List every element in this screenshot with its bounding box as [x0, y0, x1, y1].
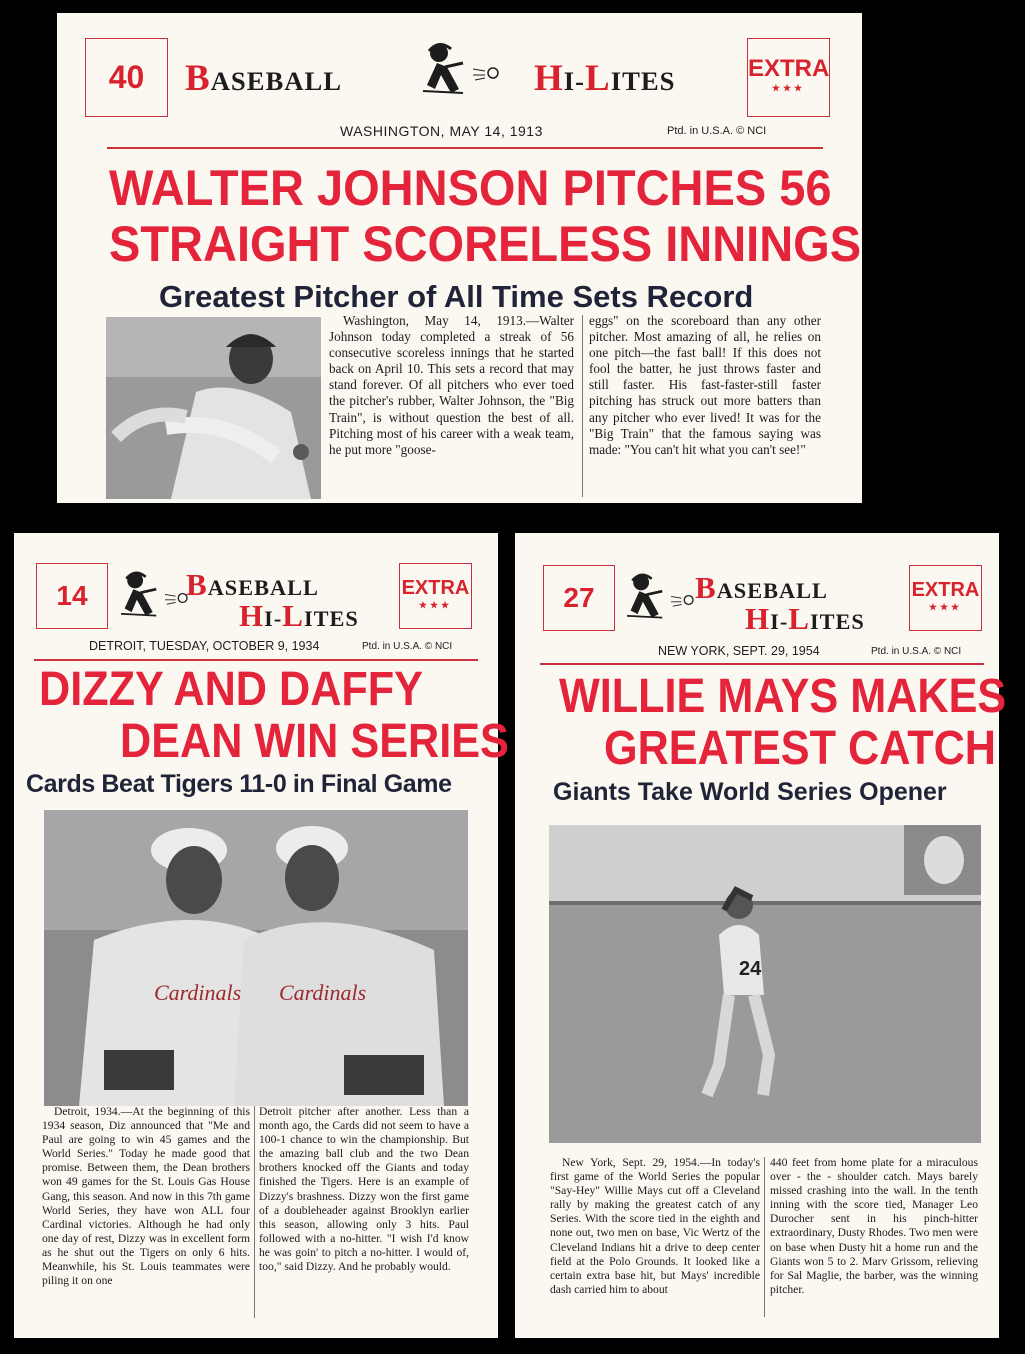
header-rule: [34, 659, 478, 661]
player-photo: [106, 317, 321, 499]
article-column-2: 440 feet from home plate for a miraculous over - the - shoulder catch. Mays barely missed crashing into the wall. In the tenth inning with the score tied, Manager Leo Durocher sent in his pinch-hitter extraordinary, Dusty Rhodes. Two men were on base when Dusty hit a home run and the Giants won 5 to 2. Marv Grissom, relieving for Sal Maglie, the barber, was the winning pitcher.: [770, 1156, 978, 1296]
printed-in-usa: Ptd. in U.S.A. © NCI: [362, 641, 453, 652]
svg-text:24: 24: [739, 958, 762, 980]
extra-badge: EXTRA ★★★: [399, 563, 472, 629]
column-divider: [764, 1157, 765, 1317]
card-walter-johnson: [57, 13, 862, 503]
article-column-2: eggs" on the scoreboard than any other pitcher. Most amazing of all, he relies on one pitch—the fast ball! If this does not fool the batter, he just throws faster and still faster. His fast-faster-still faster pitching has struck out more batters than any pitcher who ever lived! It was for the "Big Train" that the famous saying was made: "You can't hit what you can't see!": [589, 313, 821, 457]
header-rule: [540, 663, 984, 665]
masthead-hilites: HI-LITES: [745, 601, 865, 636]
svg-text:Cardinals: Cardinals: [154, 980, 242, 1005]
card-number: 40: [85, 38, 168, 117]
headline-line-2: GREATEST CATCH: [604, 722, 996, 775]
column-divider: [254, 1106, 255, 1318]
printed-in-usa: Ptd. in U.S.A. © NCI: [871, 646, 962, 657]
article-column-1: Detroit, 1934.—At the beginning of this 1934 season, Diz announced that "Me and Paul are going to win 45 games and the World Series." Today he made good that promise. Between them, the Dean brothers won 49 games for the St. Louis Gas House Gang, this season. And now in this 7th game World Series, they have won ALL four Cardinal victories. Although he had only one day of rest, Dizzy was in excellent form as he shut out the Tigers on only 6 hits. Meanwhile, his St. Louis teammates were piling it on one: [42, 1105, 250, 1288]
header-rule: [107, 147, 823, 149]
headline-line-2: STRAIGHT SCORELESS INNINGS: [109, 216, 862, 272]
headline-line-1: WALTER JOHNSON PITCHES 56: [109, 160, 832, 216]
masthead-baseball: BASEBALL: [186, 567, 319, 602]
column-divider: [582, 315, 583, 497]
printed-in-usa: Ptd. in U.S.A. © NCI: [667, 125, 767, 137]
headline-line-1: DIZZY AND DAFFY: [39, 663, 423, 716]
subhead: Giants Take World Series Opener: [553, 778, 947, 806]
subhead: Cards Beat Tigers 11-0 in Final Game: [26, 770, 452, 798]
card-number: 14: [36, 563, 108, 629]
dateline: DETROIT, TUESDAY, OCTOBER 9, 1934: [89, 639, 320, 653]
players-photo: [44, 810, 468, 1106]
card-willie-mays: [515, 533, 1007, 1338]
dateline: WASHINGTON, MAY 14, 1913: [340, 123, 543, 139]
card-dizzy-daffy-dean: [14, 533, 509, 1338]
article-column-2: Detroit pitcher after another. Less than a month ago, the Cards did not seem to have a 100-1 chance to win the championship. But the amazing ball club and the two Dean brothers knocked off the Giants and today finished the Tigers. Here is an example of Dizzy's brashness. Dizzy won the first game of a doubleheader against Brooklyn earlier this season, allowing only 3 hits. Paul followed with a no-hitter. "I wish I'd know he was goin' to pitch a no-hitter. I would of, too," said Dizzy. And he probably would.: [259, 1105, 469, 1274]
article-column-1: Washington, May 14, 1913.—Walter Johnson today completed a streak of 56 consecutive scoreless innings that he started back on April 10. This sets a record that may stand forever. Of all pitchers who ever toed the pitcher's rubber, Walter Johnson, the "Big Train", is without question the best of all. Pitching most of his career with a weak team, he put more "goose-: [329, 313, 574, 457]
masthead-baseball: BASEBALL: [185, 58, 342, 99]
masthead-baseball: BASEBALL: [695, 570, 828, 605]
headline-line-1: WILLIE MAYS MAKES: [559, 670, 1007, 723]
dateline: NEW YORK, SEPT. 29, 1954: [658, 644, 820, 658]
card-number: 27: [543, 565, 615, 631]
catch-photo: [549, 825, 981, 1143]
batter-logo-icon: [415, 33, 515, 113]
extra-badge: EXTRA ★★★: [747, 38, 830, 117]
headline-line-2: DEAN WIN SERIES: [120, 715, 509, 768]
extra-badge: EXTRA ★★★: [909, 565, 982, 631]
article-column-1: New York, Sept. 29, 1954.—In today's first game of the World Series the popular "Say-Hey" Willie Mays cut off a Cleveland rally by making the greatest catch of any Series. With the score tied in the eighth and none out, two men on base, Vic Wertz of the Cleveland Indians hit a drive to deep center field at the Polo Grounds. It looked like a certain extra base hit, but Mays' incredible dash carried him to about: [550, 1156, 760, 1296]
masthead-hilites: HI-LITES: [534, 58, 676, 99]
subhead: Greatest Pitcher of All Time Sets Record: [159, 279, 754, 314]
svg-text:Cardinals: Cardinals: [279, 980, 367, 1005]
masthead-hilites: HI-LITES: [239, 598, 359, 633]
